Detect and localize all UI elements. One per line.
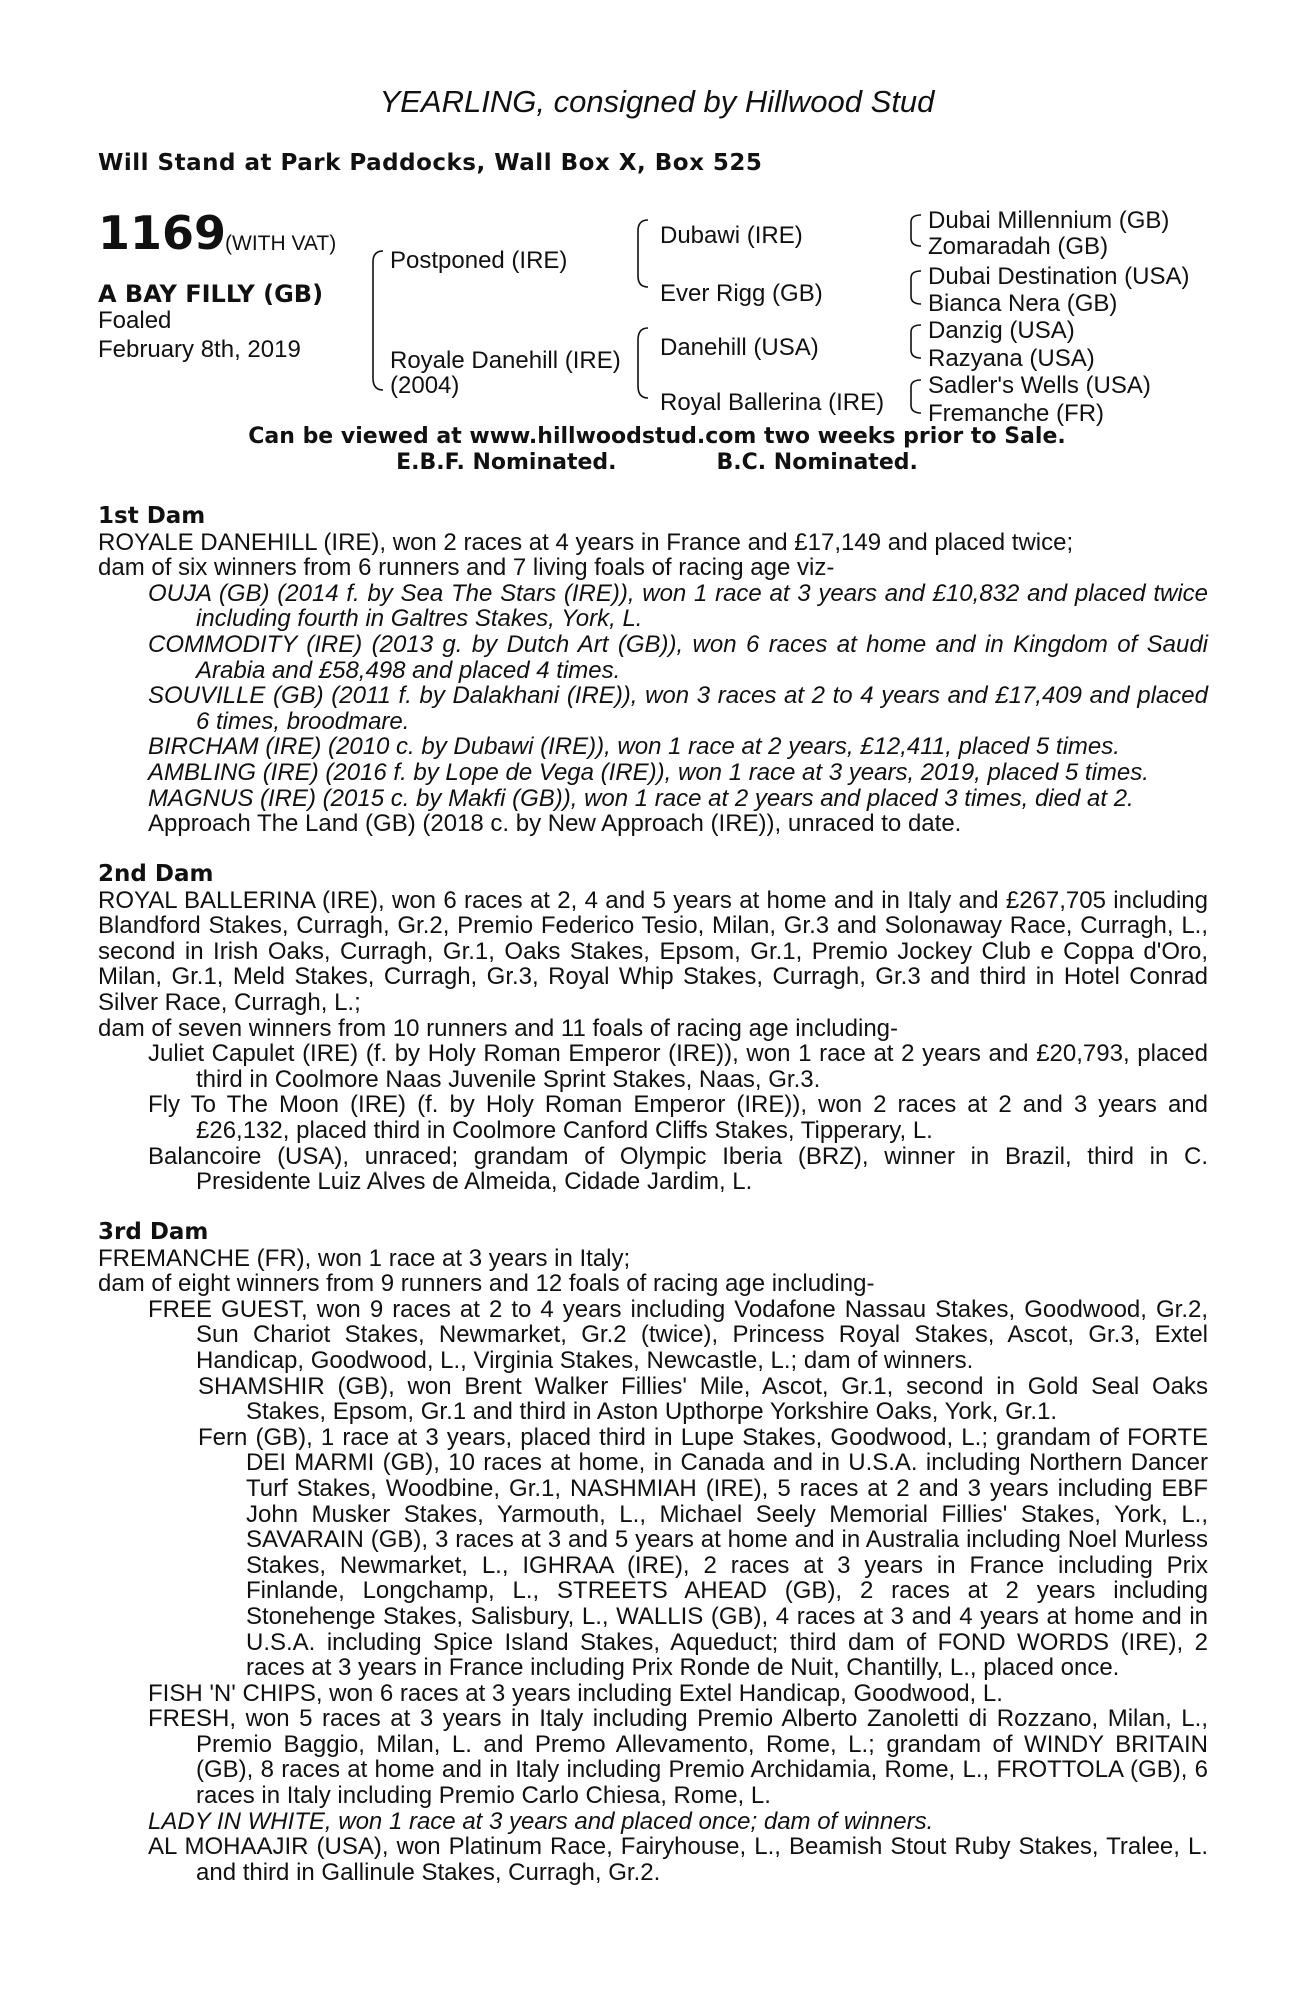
bracket-g2 <box>911 271 921 304</box>
produce-entry: FREE GUEST, won 9 races at 2 to 4 years including Vodafone Nassau Stakes, Goodwood, Gr.2, Sun Chariot Stakes, Newmarket, Gr.2 (twice), Princess Royal Stakes, Ascot, Gr.3, Extel Handicap, Goodwood, L., Virginia Stakes, Newcastle, L.; dam of winners. <box>148 1295 1208 1374</box>
produce-entry: FRESH, won 5 races at 3 years in Italy including Premio Alberto Zanoletti di Rozzano, Milan, L., Premio Baggio, Milan, L. and Premo Allevamento, Rome, L.; grandam of WINDY BRITAIN (GB), 8 races at home and in Italy including Premio Archidamia, Rome, L., FROTTOLA (GB), 6 races in Italy including Premio Carlo Chiesa, Rome, L. <box>148 1705 1208 1810</box>
page-title: YEARLING, consigned by Hillwood Stud <box>379 84 935 119</box>
gen3-3: Dubai Destination (USA) <box>928 263 1190 290</box>
lot-number: 1169 <box>98 206 227 260</box>
foaled-label: Foaled <box>98 307 172 334</box>
bracket-g4 <box>911 380 921 413</box>
produce-entry: SOUVILLE (GB) (2011 f. by Dalakhani (IRE)), won 3 races at 2 to 4 years and £17,409 and placed 6 times, broodmare. <box>148 682 1208 735</box>
dam-year: (2004) <box>390 372 460 399</box>
dam-produce-summary: dam of six winners from 6 runners and 7 living foals of racing age viz- <box>98 554 835 582</box>
produce-entry: MAGNUS (IRE) (2015 c. by Makfi (GB)), won 1 race at 2 years and placed 3 times, died at 2. <box>148 784 1134 812</box>
second-dam-section <box>98 862 1208 1195</box>
foaled-date: February 8th, 2019 <box>98 336 301 363</box>
gen3-7: Sadler's Wells (USA) <box>928 372 1151 399</box>
dam-sire: Danehill (USA) <box>660 334 819 361</box>
gen3-4: Bianca Nera (GB) <box>928 290 1118 317</box>
viewing-line: Can be viewed at www.hillwoodstud.com two weeks prior to Sale. <box>248 424 1066 449</box>
gen3-8: Fremanche (FR) <box>928 400 1105 427</box>
bc-nomination: B.C. Nominated. <box>716 450 918 475</box>
gen3-1: Dubai Millennium (GB) <box>928 207 1170 234</box>
horse-name: A BAY FILLY (GB) <box>98 280 324 308</box>
sire: Postponed (IRE) <box>390 247 568 274</box>
produce-entry: AMBLING (IRE) (2016 f. by Lope de Vega (IRE)), won 1 race at 3 years, 2019, placed 5 times. <box>148 758 1149 786</box>
viewing-notice <box>0 424 1314 476</box>
third-dam-section <box>98 1220 1208 1885</box>
section-heading: 2nd Dam <box>98 861 214 887</box>
bracket-sire <box>638 220 648 287</box>
gen3-5: Danzig (USA) <box>928 317 1075 344</box>
produce-entry: OUJA (GB) (2014 f. by Sea The Stars (IRE)), won 1 race at 3 years and £10,832 and placed twice including fourth in Galtres Stakes, York, L. <box>148 579 1208 633</box>
produce-entry: LADY IN WHITE, won 1 race at 3 years and placed once; dam of winners. <box>148 1807 934 1835</box>
produce-entry: Fern (GB), 1 race at 3 years, placed third in Lupe Stakes, Goodwood, L.; grandam of FORTE DEI MARMI (GB), 10 races at home, in Canada and in U.S.A. including Northern Dancer Turf Stakes, Woodbine, Gr.1, NASHMIAH (IRE), 5 races at 2 and 3 years including EBF John Musker Stakes, Yarmouth, L., Michael Seely Memorial Fillies' Stakes, York, L., SAVARAIN (GB), 3 races at 3 and 5 years at home and in Australia including Noel Murless Stakes, Newmarket, L., IGHRAA (IRE), 2 races at 3 years in France including Prix Finlande, Longchamp, L., STREETS AHEAD (GB), 2 races at 2 years including Stonehenge Stakes, Salisbury, L., WALLIS (GB), 4 races at 3 and 4 years at home and in U.S.A. including Spice Island Stakes, Aqueduct; third dam of FOND WORDS (IRE), 2 races at 3 years in France including Prix Ronde de Nuit, Chantilly, L., placed once. <box>198 1423 1208 1682</box>
bracket-dam <box>638 328 648 398</box>
sire-sire: Dubawi (IRE) <box>660 222 803 249</box>
dam-record: ROYAL BALLERINA (IRE), won 6 races at 2, 4 and 5 years at home and in Italy and £267,705 including Blandford Stakes, Curragh, Gr.2, Premio Federico Tesio, Milan, Gr.3 and Solonaway Race, Curragh, L., second in Irish Oaks, Curragh, Gr.1, Oaks Stakes, Epsom, Gr.1, Premio Jockey Club e Coppa d'Oro, Milan, Gr.1, Meld Stakes, Curragh, Gr.3, Royal Whip Stakes, Curragh, Gr.3 and third in Hotel Conrad Silver Race, Curragh, L.; <box>98 886 1208 1016</box>
section-heading: 3rd Dam <box>98 1219 209 1245</box>
produce-entry: AL MOHAAJIR (USA), won Platinum Race, Fairyhouse, L., Beamish Stout Ruby Stakes, Tralee, L. and third in Gallinule Stakes, Curragh, Gr.2. <box>148 1833 1208 1886</box>
section-heading: 1st Dam <box>98 503 206 529</box>
dam-produce-summary: dam of seven winners from 10 runners and 11 foals of racing age including- <box>98 1014 899 1042</box>
gen3-6: Razyana (USA) <box>928 345 1095 372</box>
dam-produce-summary: dam of eight winners from 9 runners and 12 foals of racing age including- <box>98 1270 875 1298</box>
produce-entry: SHAMSHIR (GB), won Brent Walker Fillies' Mile, Ascot, Gr.1, second in Gold Seal Oaks Stakes, Epsom, Gr.1 and third in Aston Upthorpe Yorkshire Oaks, York, Gr.1. <box>198 1372 1208 1426</box>
ebf-nomination: E.B.F. Nominated. <box>396 450 617 475</box>
dam-dam: Royal Ballerina (IRE) <box>660 389 885 416</box>
produce-entry: Balancoire (USA), unraced; grandam of Olympic Iberia (BRZ), winner in Brazil, third in C. Presidente Luiz Alves de Almeida, Cidade Jardim, L. <box>148 1142 1208 1196</box>
first-dam-section <box>98 504 1208 837</box>
bracket-gen1 <box>373 251 383 390</box>
sire-dam: Ever Rigg (GB) <box>660 280 823 307</box>
gen3-2: Zomaradah (GB) <box>928 233 1109 260</box>
stand-location: Will Stand at Park Paddocks, Wall Box X, Box 525 <box>98 150 763 176</box>
produce-entry: Fly To The Moon (IRE) (f. by Holy Roman Emperor (IRE)), won 2 races at 2 and 3 years and £26,132, placed third in Coolmore Canford Cliffs Stakes, Tipperary, L. <box>148 1091 1208 1144</box>
produce-entry: FISH 'N' CHIPS, won 6 races at 3 years including Extel Handicap, Goodwood, L. <box>148 1679 1003 1707</box>
dam-record: FREMANCHE (FR), won 1 race at 3 years in Italy; <box>98 1244 631 1272</box>
bracket-g1 <box>911 215 921 246</box>
vat-note: (WITH VAT) <box>225 232 337 255</box>
bracket-g3 <box>911 325 921 358</box>
produce-entry: BIRCHAM (IRE) (2010 c. by Dubawi (IRE)), won 1 race at 2 years, £12,411, placed 5 times. <box>148 733 1120 761</box>
produce-entry: Juliet Capulet (IRE) (f. by Holy Roman Emperor (IRE)), won 1 race at 2 years and £20,793, placed third in Coolmore Naas Juvenile Sprint Stakes, Naas, Gr.3. <box>148 1040 1208 1093</box>
dam: Royale Danehill (IRE) <box>390 347 621 374</box>
produce-entry: COMMODITY (IRE) (2013 g. by Dutch Art (GB)), won 6 races at home and in Kingdom of Saudi Arabia and £58,498 and placed 4 times. <box>148 630 1208 684</box>
produce-entry: Approach The Land (GB) (2018 c. by New Approach (IRE)), unraced to date. <box>148 810 962 838</box>
dam-record: ROYALE DANEHILL (IRE), won 2 races at 4 years in France and £17,149 and placed twice; <box>98 528 1074 556</box>
